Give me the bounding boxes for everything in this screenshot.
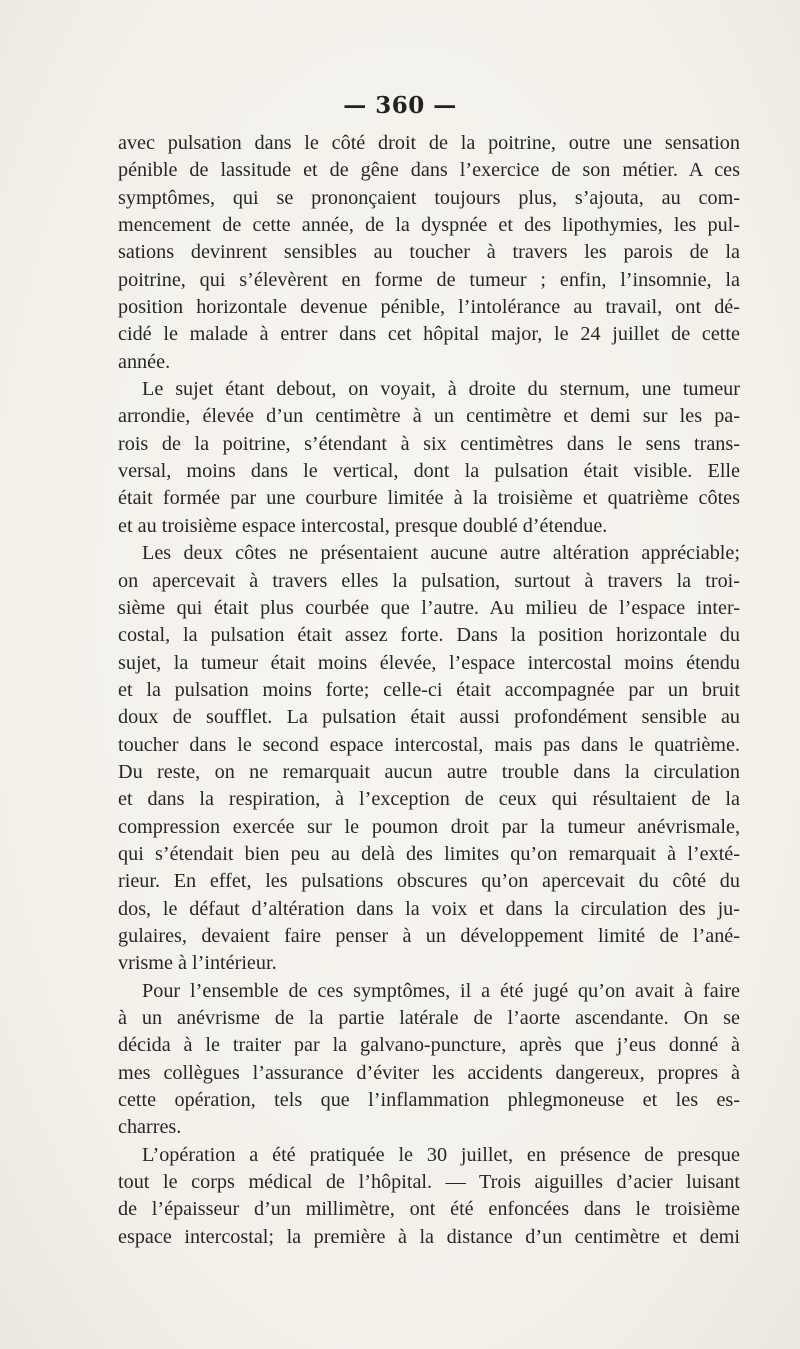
paragraph — [118, 978, 740, 1142]
text-line: sième qui était plus courbée que l’autre. Au milieu de l’espace inter- — [118, 596, 740, 619]
text-line: gulaires, devaient faire penser à un développement limité de l’ané- — [118, 924, 740, 947]
text-line: charres. — [118, 1116, 182, 1139]
text-line: et dans la respiration, à l’exception de ceux qui résultaient de la — [118, 788, 740, 811]
paragraph — [118, 376, 740, 540]
text-line: sations devinrent sensibles au toucher à travers les parois de la — [118, 241, 740, 264]
text-line: qui s’étendait bien peu au delà des limites qu’on remarquait à l’exté- — [118, 842, 740, 865]
page-number: — 360 — — [343, 92, 457, 119]
text-line: tout le corps médical de l’hôpital. — Trois aiguilles d’acier luisant — [118, 1171, 740, 1194]
text-line: cette opération, tels que l’inflammation phlegmoneuse et les es- — [118, 1089, 740, 1112]
paragraph — [118, 540, 740, 978]
text-line: avec pulsation dans le côté droit de la poitrine, outre une sensation — [118, 132, 740, 154]
text-line: sujet, la tumeur était moins élevée, l’espace intercostal moins étendu — [118, 651, 740, 674]
text-line: de l’épaisseur d’un millimètre, ont été enfoncées dans le troisième — [118, 1198, 740, 1221]
text-line: toucher dans le second espace intercostal, mais pas dans le quatrième. — [118, 733, 740, 756]
text-line: était formée par une courbure limitée à la troisième et quatrième côtes — [118, 487, 740, 510]
text-line: cidé le malade à entrer dans cet hôpital major, le 24 juillet de cette — [118, 323, 740, 346]
text-line: poitrine, qui s’élevèrent en forme de tumeur ; enfin, l’insomnie, la — [118, 268, 740, 291]
text-line: doux de soufflet. La pulsation était aussi profondément sensible au — [118, 706, 740, 729]
text-line: Du reste, on ne remarquait aucun autre trouble dans la circulation — [118, 760, 740, 783]
text-line: rieur. En effet, les pulsations obscures qu’on apercevait du côté du — [118, 870, 740, 893]
paragraph — [118, 130, 740, 376]
text-line: versal, moins dans le vertical, dont la pulsation était visible. Elle — [118, 460, 740, 483]
text-line: rois de la poitrine, s’étendant à six centimètres dans le sens trans- — [118, 432, 740, 455]
text-line: vrisme à l’intérieur. — [118, 952, 277, 975]
text-line: symptômes, qui se prononçaient toujours plus, s’ajouta, au com- — [118, 186, 740, 209]
text-line: et au troisième espace intercostal, presque doublé d’étendue. — [118, 514, 608, 537]
text-line: dos, le défaut d’altération dans la voix et dans la circulation des ju- — [118, 897, 740, 920]
text-line: Le sujet étant debout, on voyait, à droite du sternum, une tumeur — [142, 378, 740, 401]
text-line: décida à le traiter par la galvano-puncture, après que j’eus donné à — [118, 1034, 740, 1057]
text-line: costal, la pulsation était assez forte. Dans la position horizontale du — [118, 624, 740, 647]
text-line: compression exercée sur le poumon droit par la tumeur anévrismale, — [118, 815, 740, 838]
text-line: année. — [118, 350, 171, 373]
paragraph — [118, 1142, 740, 1251]
text-line: espace intercostal; la première à la distance d’un centimètre et demi — [118, 1225, 740, 1248]
text-line: L’opération a été pratiquée le 30 juillet, en présence de presque — [142, 1143, 740, 1166]
text-line: mes collègues l’assurance d’éviter les accidents dangereux, propres à — [118, 1061, 740, 1084]
text-line: position horizontale devenue pénible, l’intolérance au travail, ont dé- — [118, 296, 740, 319]
text-line: on apercevait à travers elles la pulsation, surtout à travers la troi- — [118, 569, 740, 592]
text-line: arrondie, élevée d’un centimètre à un centimètre et demi sur les pa- — [118, 405, 740, 428]
text-line: et la pulsation moins forte; celle-ci était accompagnée par un bruit — [118, 678, 740, 701]
text-line: à un anévrisme de la partie latérale de l’aorte ascendante. On se — [118, 1007, 740, 1029]
text-line: pénible de lassitude et de gêne dans l’exercice de son métier. A ces — [118, 159, 740, 182]
body-text — [118, 130, 740, 1251]
text-line: mencement de cette année, de la dyspnée et des lipothymies, les pul- — [118, 214, 740, 237]
text-line: Les deux côtes ne présentaient aucune autre altération appréciable; — [142, 542, 740, 565]
text-line: Pour l’ensemble de ces symptômes, il a été jugé qu’on avait à faire — [142, 979, 740, 1002]
